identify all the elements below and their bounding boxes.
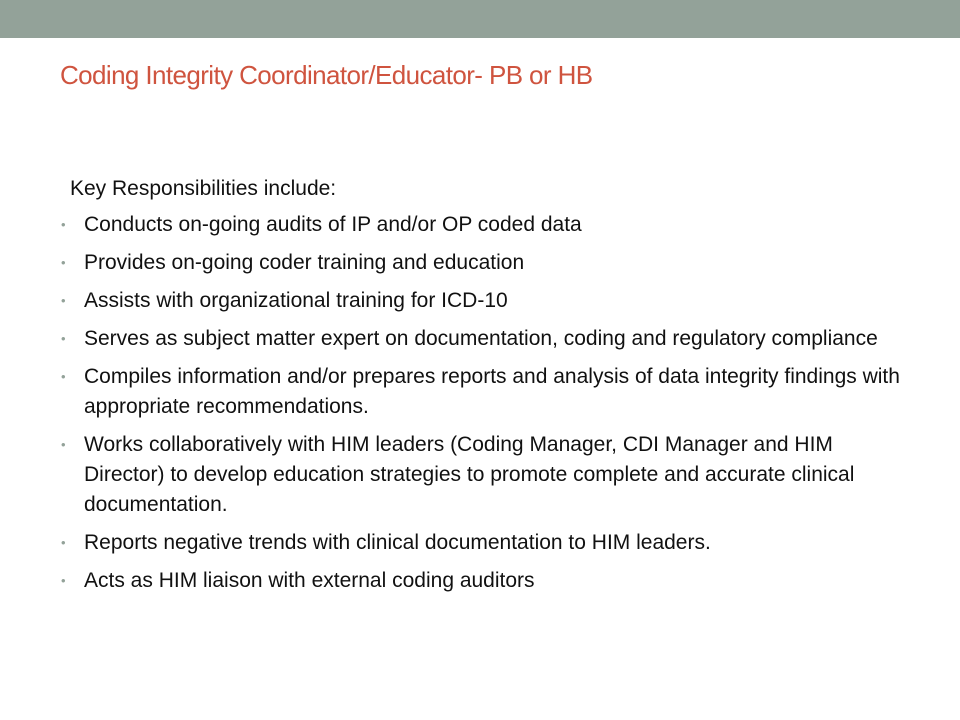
list-item bbox=[58, 324, 908, 354]
bullet-icon: • bbox=[61, 331, 66, 346]
responsibility-list bbox=[58, 210, 908, 596]
list-item-text: Acts as HIM liaison with external coding auditors bbox=[84, 569, 535, 592]
list-item bbox=[58, 430, 908, 520]
list-item bbox=[58, 362, 908, 422]
list-item bbox=[58, 248, 908, 278]
top-accent-bar bbox=[0, 0, 960, 38]
list-item bbox=[58, 210, 908, 240]
list-item bbox=[58, 286, 908, 316]
bullet-icon: • bbox=[61, 437, 66, 452]
bullet-icon: • bbox=[61, 369, 66, 384]
list-item-text: Reports negative trends with clinical documentation to HIM leaders. bbox=[84, 531, 711, 554]
list-item-text: Works collaboratively with HIM leaders (Coding Manager, CDI Manager and HIM Director) to develop education strategies to promote complete and accurate clinical documentation. bbox=[84, 433, 855, 516]
list-item-text: Provides on-going coder training and education bbox=[84, 251, 525, 274]
list-item bbox=[58, 566, 908, 596]
bullet-icon: • bbox=[61, 535, 66, 550]
list-item-text: Conducts on-going audits of IP and/or OP coded data bbox=[84, 213, 582, 236]
slide-title: Coding Integrity Coordinator/Educator- PB or HB bbox=[60, 60, 593, 90]
list-item-text: Compiles information and/or prepares reports and analysis of data integrity findings with appropriate recommendations. bbox=[84, 365, 900, 418]
intro-text: Key Responsibilities include: bbox=[70, 177, 337, 200]
bullet-icon: • bbox=[61, 293, 66, 308]
bullet-icon: • bbox=[61, 573, 66, 588]
slide-content bbox=[58, 174, 908, 604]
bullet-icon: • bbox=[61, 217, 66, 232]
list-item-text: Assists with organizational training for ICD-10 bbox=[84, 289, 508, 312]
bullet-icon: • bbox=[61, 255, 66, 270]
list-item-text: Serves as subject matter expert on documentation, coding and regulatory compliance bbox=[84, 327, 878, 350]
list-item bbox=[58, 528, 908, 558]
